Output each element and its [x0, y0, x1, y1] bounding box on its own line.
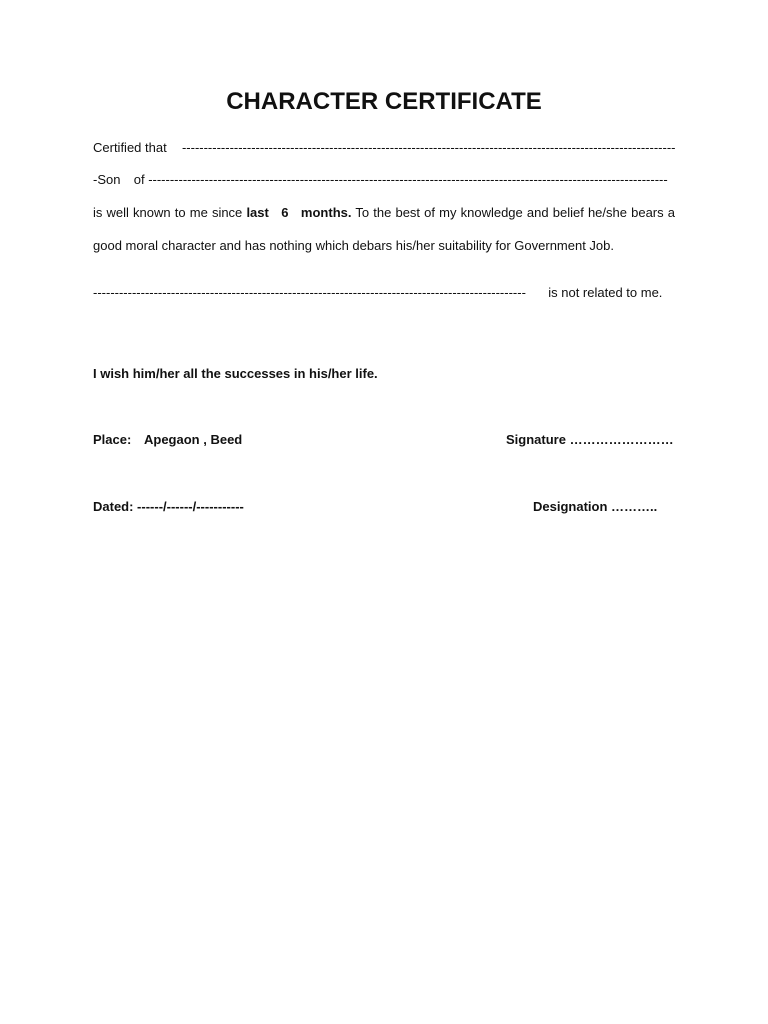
wish-text: I wish him/her all the successes in his/her life. — [93, 366, 378, 381]
known-since-text: is well known to me since — [93, 205, 243, 220]
last-label: last — [246, 205, 269, 220]
signature-field: Signature …………………… — [506, 432, 674, 447]
place-value: Apegaon , Beed — [144, 432, 243, 447]
father-name-blank: ------------------------------------------------------------------------------------------------------------------------ — [148, 172, 668, 187]
of-label: of — [133, 172, 145, 187]
moral-character-line: good moral character and has nothing which debars his/her suitability for Government Job. — [93, 238, 615, 253]
months-count: 6 — [281, 205, 289, 220]
designation-field: Designation ……….. — [533, 499, 658, 514]
known-since-line — [93, 204, 675, 222]
months-label: months. — [300, 205, 352, 220]
certified-that-line — [93, 139, 675, 157]
knowledge-text: To the best of my knowledge and belief he/she bears a — [355, 205, 675, 220]
son-of-line — [93, 171, 675, 189]
certified-that-label: Certified that — [93, 140, 167, 155]
name-blank: ------------------------------------------------------------------------------------------------------------------ — [181, 140, 675, 155]
dated-field: Dated: ------/------/----------- — [93, 499, 244, 514]
son-prefix: -Son — [93, 172, 121, 187]
certificate-title: CHARACTER CERTIFICATE — [226, 88, 542, 115]
place-label: Place: — [93, 432, 132, 447]
relation-blank: ---------------------------------------------------------------------------------------------------- — [93, 285, 526, 300]
not-related-text: is not related to me. — [548, 285, 663, 300]
not-related-line — [93, 284, 675, 302]
